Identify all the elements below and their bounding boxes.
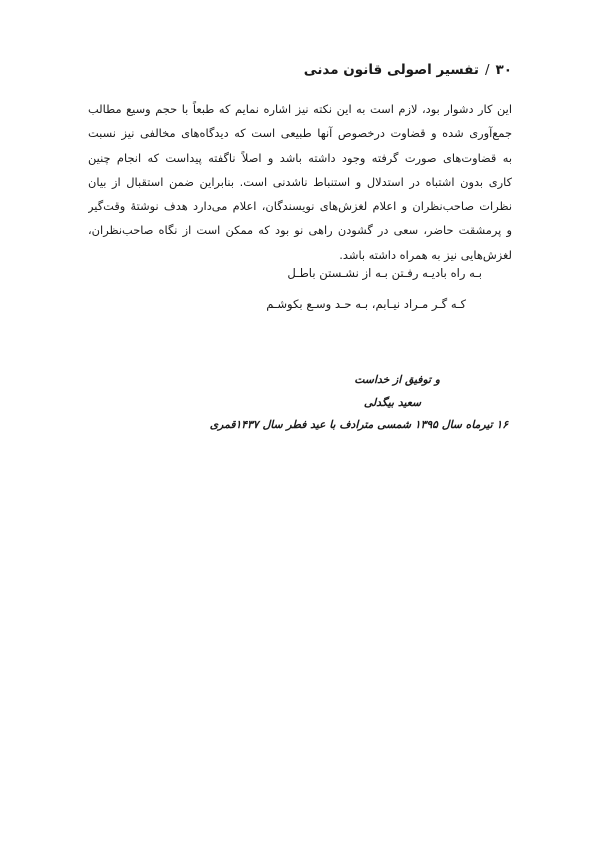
body-line: لغزش‌هایی نیز به همراه داشته باشد.: [339, 247, 512, 262]
verse-line-1: بـه راه بادیـه رفـتن بـه از نشـستن باطـل: [287, 266, 482, 280]
running-header: [88, 62, 512, 78]
book-title: تفسیر اصولی قانون مدنی: [303, 62, 479, 78]
verse-line-2: کـه گـر مـراد نیـابم، بـه حـد وسـع بکوشـم: [266, 297, 466, 311]
body-line: کاری بدون اشتباه در استدلال و استنباط ناشدنی است. بنابراین ضمن استقبال از بیان: [88, 174, 512, 189]
header-separator: /: [484, 62, 490, 78]
body-line: جمع‌آوری شده و قضاوت درخصوص آنها طبیعی است که دیدگاه‌های مخالفی نیز نسبت: [88, 126, 512, 141]
body-line: و پرمشقت حاضر، سعی در گشودن راهی نو بود که ممکن است از نگاه صاحب‌نظران،: [88, 223, 512, 238]
author-name: سعید بیگدلی: [363, 396, 421, 409]
closing-phrase: و توفیق از خداست: [354, 373, 440, 386]
page-number: ۳۰: [495, 62, 512, 78]
body-paragraph: [88, 97, 512, 267]
body-line: این کار دشوار بود، لازم است به این نکته نیز اشاره نمایم که طبعاً با حجم وسیع مطالب: [88, 102, 512, 116]
body-line: به قضاوت‌های صورت گرفته وجود داشته باشد و اصلاً ناگفته پیداست که انجام چنین: [88, 150, 512, 165]
signoff-date: ۱۶ تیرماه سال ۱۳۹۵ شمسی مترادف با عید فطر سال ۱۴۳۷قمری: [209, 418, 508, 431]
body-line: نظرات صاحب‌نظران و اعلام لغزش‌های نویسندگان، اعلام می‌دارد هدف نوشتهٔ وقت‌گیر: [88, 199, 512, 214]
